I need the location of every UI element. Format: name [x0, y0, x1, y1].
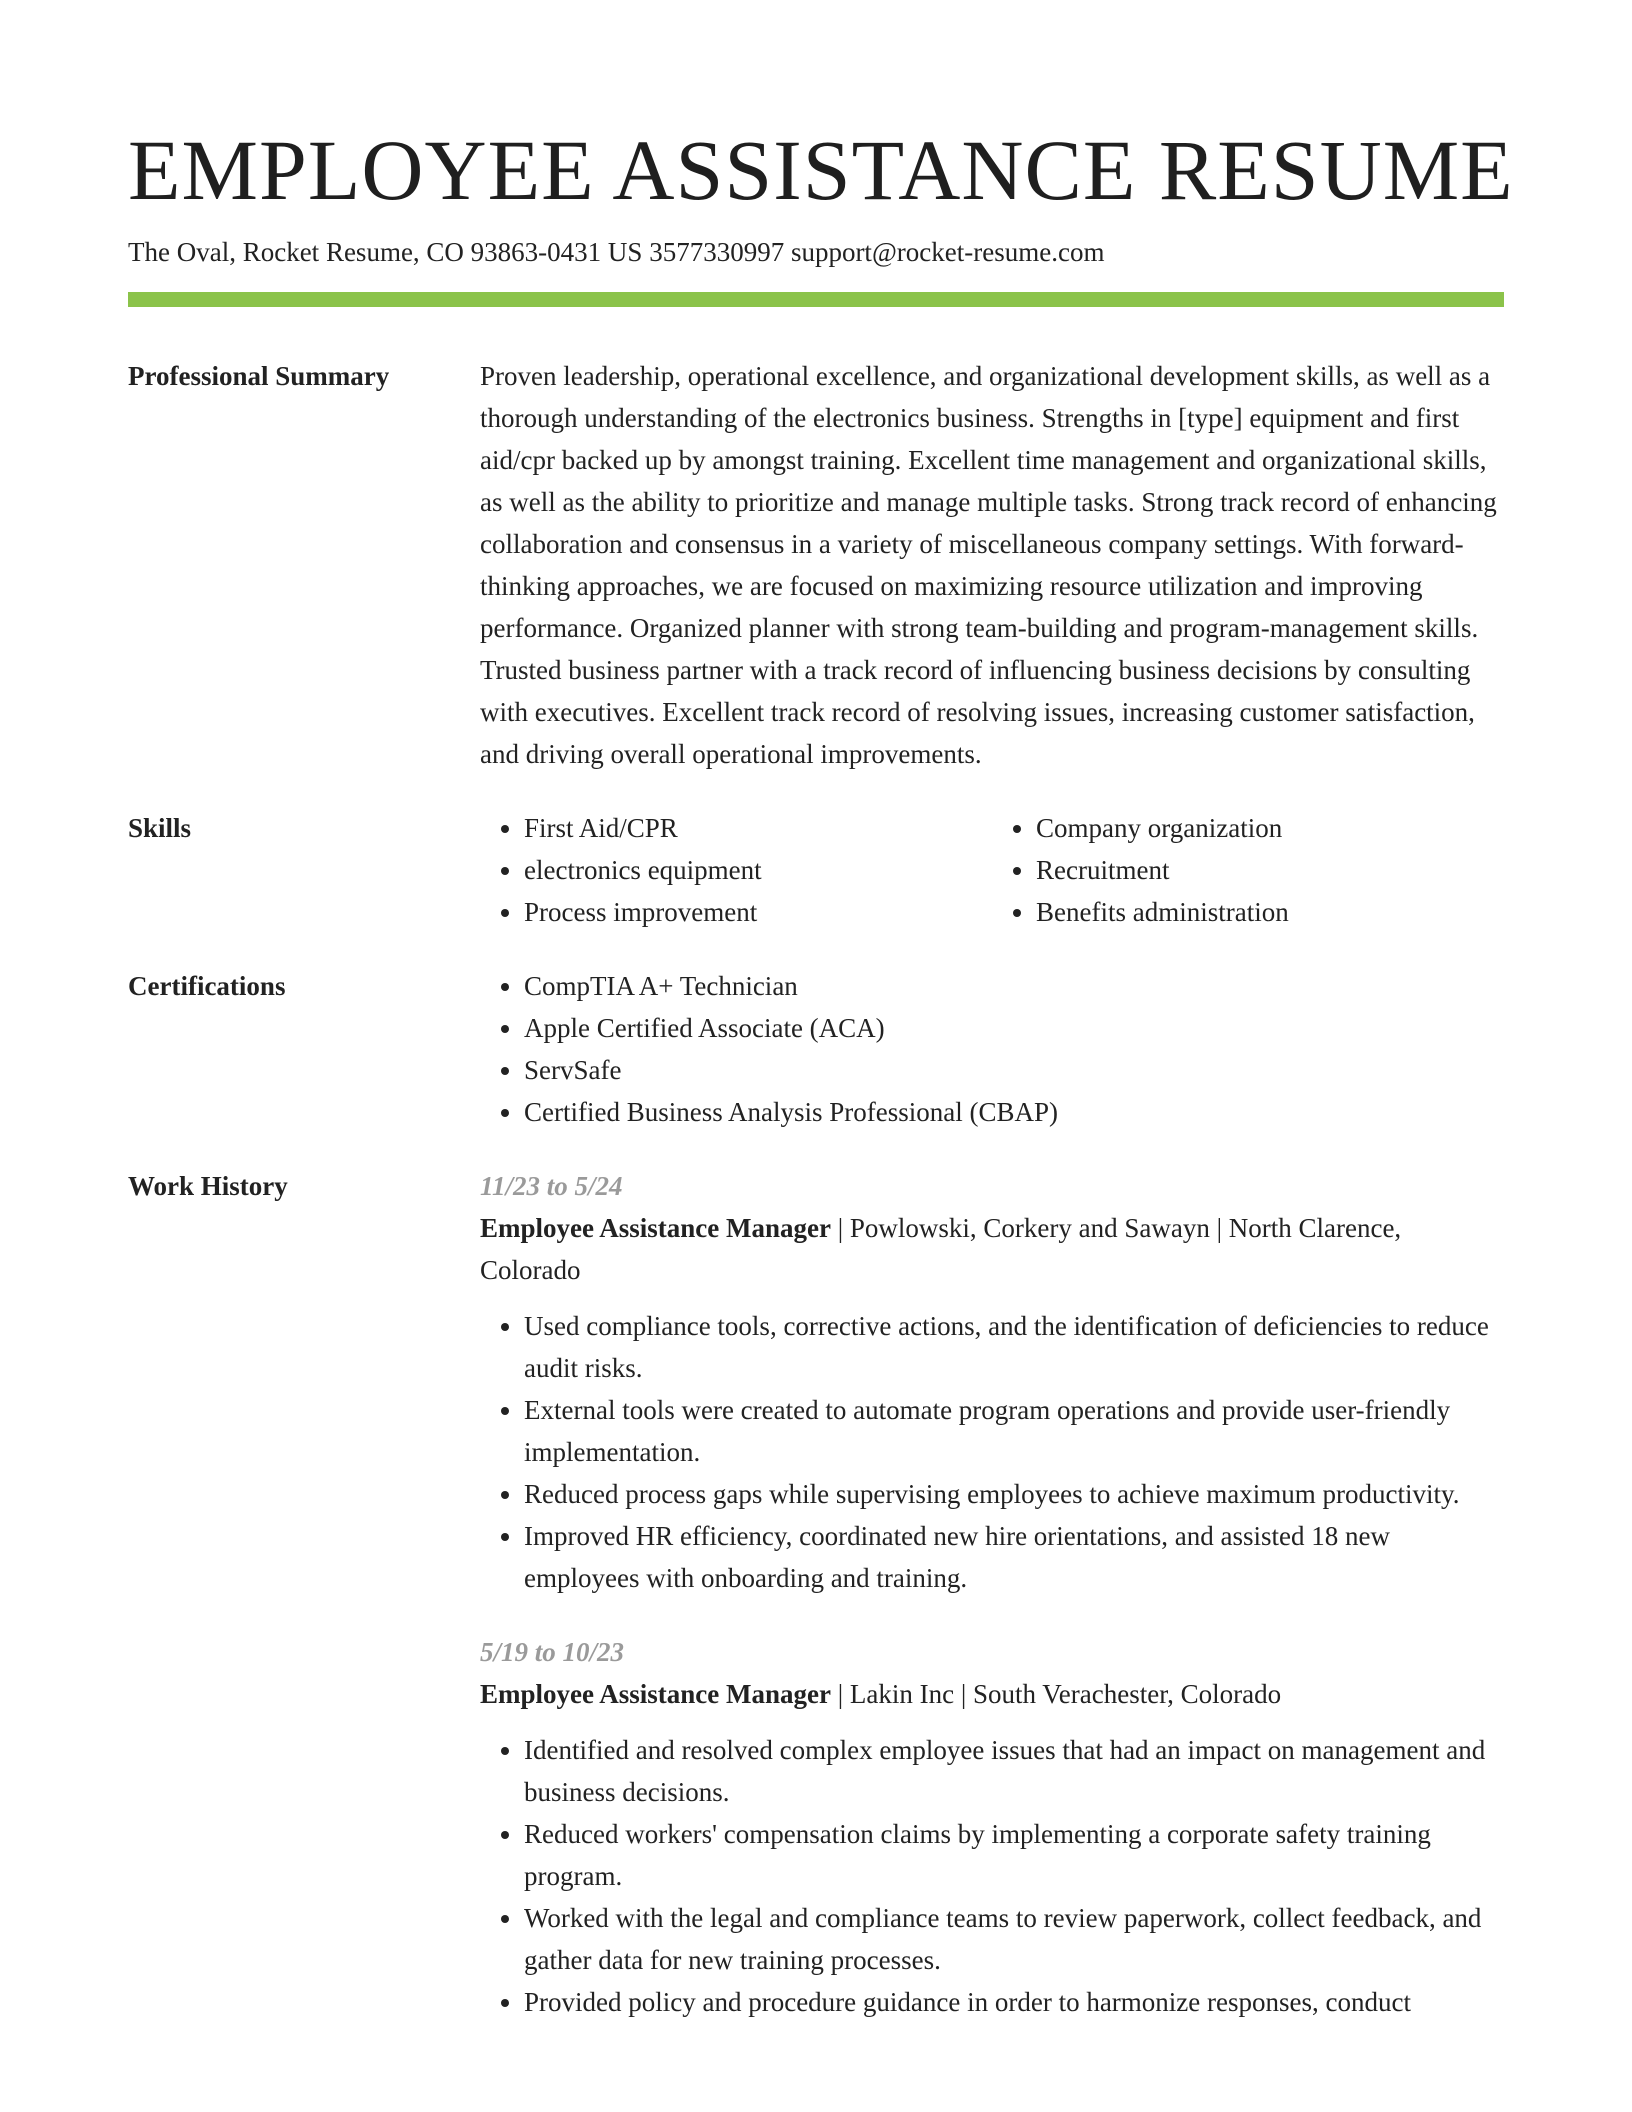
- contact-email: support@rocket-resume.com: [790, 237, 1105, 267]
- summary-text: Proven leadership, operational excellence, and organizational development skills, as well as a thorough understanding of the electronics business. Strengths in [type] equipment and first aid/cpr backed up by amongst training. Excellent time management and organizational skills, as well as the ability to prioritize and manage multiple tasks. Strong track record of enhancing collaboration and consensus in a variety of miscellaneous company settings. With forward-thinking approaches, we are focused on maximizing resource utilization and improving performance. Organized planner with strong team-building and program-management skills. Trusted business partner with a track record of influencing business decisions by consulting with executives. Excellent track record of resolving issues, increasing customer satisfaction, and driving overall operational improvements.: [480, 361, 1497, 769]
- work-history-section: [128, 1165, 1504, 2023]
- job-title: Employee Assistance Manager: [480, 1679, 831, 1709]
- certifications-section: [128, 965, 1504, 1133]
- skills-section: [128, 807, 1504, 933]
- section-label-skills: Skills: [128, 813, 192, 843]
- skill-item: • First Aid/CPR: [524, 807, 992, 849]
- skill-item: • Process improvement: [524, 891, 992, 933]
- skills-column-2: [992, 807, 1504, 933]
- job-bullet: • Identified and resolved complex employee issues that had an impact on management and business decisions.: [524, 1729, 1504, 1813]
- section-label-summary: Professional Summary: [128, 361, 390, 391]
- job-title: Employee Assistance Manager: [480, 1213, 831, 1243]
- skill-item: • Benefits administration: [1036, 891, 1504, 933]
- job-details: | Lakin Inc | South Verachester, Colorado: [830, 1679, 1282, 1709]
- skill-item: • Company organization: [1036, 807, 1504, 849]
- job-entry: [480, 1165, 1504, 1599]
- professional-summary-section: [128, 355, 1504, 775]
- certification-item: • Apple Certified Associate (ACA): [524, 1007, 1504, 1049]
- work-history-body: [480, 1165, 1504, 2023]
- job-bullet: • Worked with the legal and compliance teams to review paperwork, collect feedback, and gather data for new training processes.: [524, 1897, 1504, 1981]
- certifications-body: [480, 965, 1504, 1133]
- job-dates: 11/23 to 5/24: [480, 1171, 623, 1201]
- job-bullet: • Provided policy and procedure guidance in order to harmonize responses, conduct: [524, 1981, 1504, 2023]
- job-bullets: [480, 1305, 1504, 1599]
- contact-phone: 3577330997: [649, 237, 785, 267]
- skill-item: • Recruitment: [1036, 849, 1504, 891]
- section-label-work-history: Work History: [128, 1171, 288, 1201]
- job-entry: [480, 1631, 1504, 2023]
- certification-item: • Certified Business Analysis Professional (CBAP): [524, 1091, 1504, 1133]
- job-bullet: • Used compliance tools, corrective actions, and the identification of deficiencies to reduce audit risks.: [524, 1305, 1504, 1389]
- job-bullet: • Reduced process gaps while supervising employees to achieve maximum productivity.: [524, 1473, 1504, 1515]
- certification-item: • CompTIA A+ Technician: [524, 965, 1504, 1007]
- job-heading: [480, 1207, 1504, 1291]
- certifications-list: [480, 965, 1504, 1133]
- job-bullet: • External tools were created to automate program operations and provide user-friendly implementation.: [524, 1389, 1504, 1473]
- skill-item: • electronics equipment: [524, 849, 992, 891]
- resume-page: [128, 118, 1514, 2023]
- summary-body: [480, 355, 1504, 775]
- job-bullet: • Improved HR efficiency, coordinated new hire orientations, and assisted 18 new employees with onboarding and training.: [524, 1515, 1504, 1599]
- section-label-certifications: Certifications: [128, 971, 286, 1001]
- skills-body: [480, 807, 1504, 933]
- certification-item: • ServSafe: [524, 1049, 1504, 1091]
- header-divider: [128, 292, 1504, 307]
- skills-column-1: [480, 807, 992, 933]
- job-bullet: • Reduced workers' compensation claims by implementing a corporate safety training program.: [524, 1813, 1504, 1897]
- job-details: | Powlowski, Corkery and Sawayn | North Clarence, Colorado: [480, 1213, 1402, 1285]
- resume-title: EMPLOYEE ASSISTANCE RESUME: [128, 122, 1514, 218]
- job-bullets: [480, 1729, 1504, 2023]
- job-heading: [480, 1673, 1504, 1715]
- contact-address: The Oval, Rocket Resume, CO 93863-0431 US: [128, 237, 643, 267]
- job-dates: 5/19 to 10/23: [480, 1637, 625, 1667]
- contact-line: [128, 234, 1504, 270]
